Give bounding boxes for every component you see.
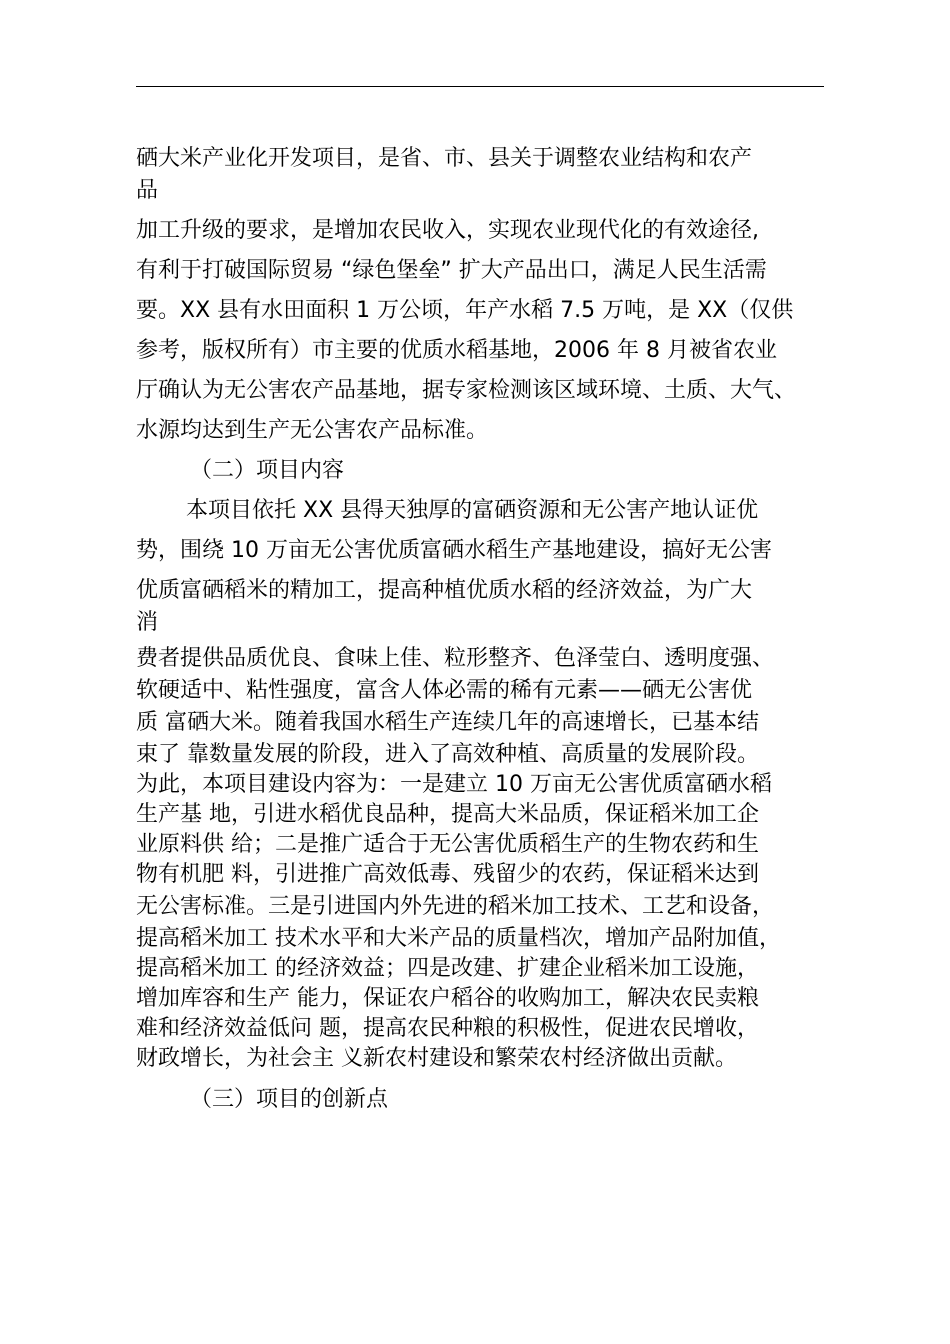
- paragraph-line: 费者提供品质优良、食味上佳、粒形整齐、色泽莹白、透明度强、: [136, 646, 775, 671]
- paragraph-line: 业原料供 给；二是推广适合于无公害优质稻生产的生物农药和生: [136, 832, 759, 857]
- paragraph-line: 物有机肥 料，引进推广高效低毒、残留少的农药，保证稻米达到: [136, 862, 759, 887]
- paragraph-line: 无公害标准。三是引进国内外先进的稻米加工技术、工艺和设备，: [136, 894, 775, 919]
- paragraph-line: 厅确认为无公害农产品基地，据专家检测该区域环境、土质、大气、: [136, 378, 797, 403]
- paragraph-line: 品: [136, 178, 159, 203]
- section-heading-innovation: （三）项目的创新点: [190, 1087, 389, 1112]
- paragraph-line: 本项目依托 XX 县得天独厚的富硒资源和无公害产地认证优: [186, 498, 759, 523]
- header-rule: [136, 86, 824, 87]
- paragraph-line: 财政增长，为社会主 义新农村建设和繁荣农村经济做出贡献。: [136, 1046, 737, 1071]
- paragraph-line: 消: [136, 610, 159, 635]
- paragraph-line: 软硬适中、粘性强度，富含人体必需的稀有元素——硒无公害优: [136, 678, 753, 703]
- paragraph-line: 加工升级的要求，是增加农民收入，实现农业现代化的有效途径,: [136, 218, 759, 243]
- paragraph-line: 难和经济效益低问 题，提高农民种粮的积极性，促进农民增收，: [136, 1016, 759, 1041]
- paragraph-line: 参考，版权所有）市主要的优质水稻基地，2006 年 8 月被省农业: [136, 338, 777, 363]
- paragraph-line: 硒大米产业化开发项目，是省、市、县关于调整农业结构和农产: [136, 146, 753, 171]
- paragraph-line: 生产基 地，引进水稻优良品种，提高大米品质，保证稻米加工企: [136, 802, 759, 827]
- paragraph-line: 提高稻米加工 技术水平和大米产品的质量档次，增加产品附加值，: [136, 926, 781, 951]
- paragraph-line: 束了 靠数量发展的阶段，进入了高效种植、高质量的发展阶段。: [136, 742, 759, 767]
- paragraph-line: 要。XX 县有水田面积 1 万公顷，年产水稻 7.5 万吨，是 XX（仅供: [136, 298, 794, 323]
- paragraph-line: 提高稻米加工 的经济效益；四是改建、扩建企业稻米加工设施，: [136, 956, 759, 981]
- paragraph-line: 有利于打破国际贸易 “绿色堡垒” 扩大产品出口，满足人民生活需: [136, 258, 767, 283]
- paragraph-line: 势，围绕 10 万亩无公害优质富硒水稻生产基地建设，搞好无公害: [136, 538, 772, 563]
- section-heading-content: （二）项目内容: [190, 458, 345, 483]
- paragraph-line: 质 富硒大米。随着我国水稻生产连续几年的高速增长，已基本结: [136, 710, 759, 735]
- paragraph-line: 为此，本项目建设内容为：一是建立 10 万亩无公害优质富硒水稻: [136, 772, 772, 797]
- paragraph-line: 增加库容和生产 能力，保证农户稻谷的收购加工，解决农民卖粮: [136, 986, 759, 1011]
- paragraph-line: 优质富硒稻米的精加工，提高种植优质水稻的经济效益，为广大: [136, 578, 753, 603]
- paragraph-line: 水源均达到生产无公害农产品标准。: [136, 418, 489, 443]
